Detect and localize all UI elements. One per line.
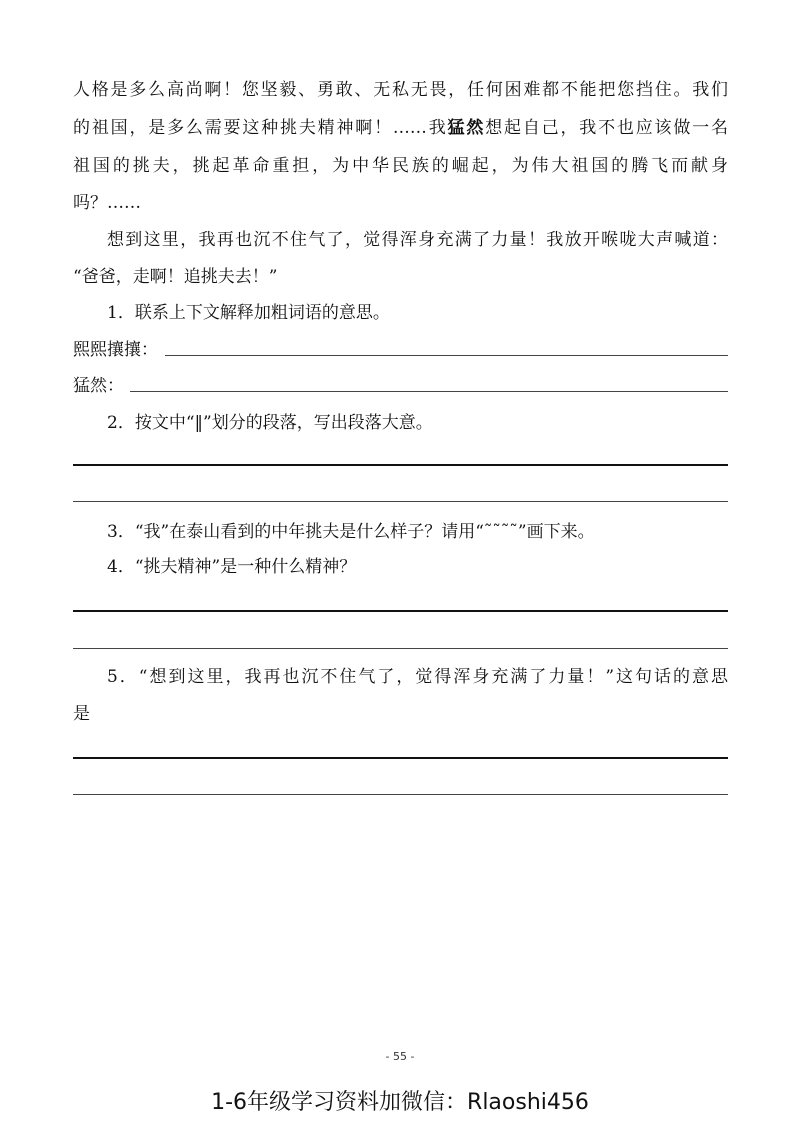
q1-answer-line-1[interactable] [165, 355, 728, 356]
passage-line-1: 人格是多么高尚啊！您坚毅、勇敢、无私无畏，任何困难都不能把您挡住。我们 [73, 80, 728, 100]
q4-answer-line-2[interactable] [73, 648, 728, 649]
passage-line-3: 祖国的挑夫，挑起革命重担，为中华民族的崛起，为伟大祖国的腾飞而献身 [73, 156, 728, 176]
question-5-line-1: 5．“想到这里，我再也沉不住气了，觉得浑身充满了力量！”这句话的意思 [107, 667, 728, 687]
q2-answer-line-2[interactable] [73, 501, 728, 502]
question-5-line-2: 是 [73, 704, 90, 724]
q1-answer-line-2[interactable] [130, 391, 728, 392]
q1-field-label-2: 猛然： [73, 376, 124, 396]
question-1: 1．联系上下文解释加粗词语的意思。 [107, 303, 390, 323]
page-number: - 55 - [385, 1050, 415, 1063]
q1-field-label-1: 熙熙攘攘： [73, 340, 158, 360]
q4-answer-line-1[interactable] [73, 610, 728, 612]
passage-line-2 [73, 118, 728, 138]
passage-line-6: “爸爸，走啊！追挑夫去！” [73, 267, 278, 287]
passage-line-4: 吗？…… [73, 193, 141, 213]
q5-answer-line-1[interactable] [73, 757, 728, 759]
footer-contact: 1-6年级学习资料加微信：Rlaoshi456 [211, 1090, 589, 1115]
bold-word-mengran: 猛然 [447, 118, 486, 138]
question-4: 4．“挑夫精神”是一种什么精神？ [107, 557, 357, 577]
q5-answer-line-2[interactable] [73, 794, 728, 795]
question-3: 3．“我”在泰山看到的中年挑夫是什么样子？请用“˜˜˜˜”画下来。 [107, 522, 595, 542]
passage-line-5: 想到这里，我再也沉不住气了，觉得浑身充满了力量！我放开喉咙大声喊道： [107, 230, 728, 250]
q2-answer-line-1[interactable] [73, 464, 728, 466]
passage-line-2-pre: 的祖国，是多么需要这种挑夫精神啊！……我 [73, 118, 448, 138]
passage-line-2-post: 想起自己，我不也应该做一名 [485, 118, 729, 138]
question-2: 2．按文中“‖”划分的段落，写出段落大意。 [107, 413, 433, 433]
